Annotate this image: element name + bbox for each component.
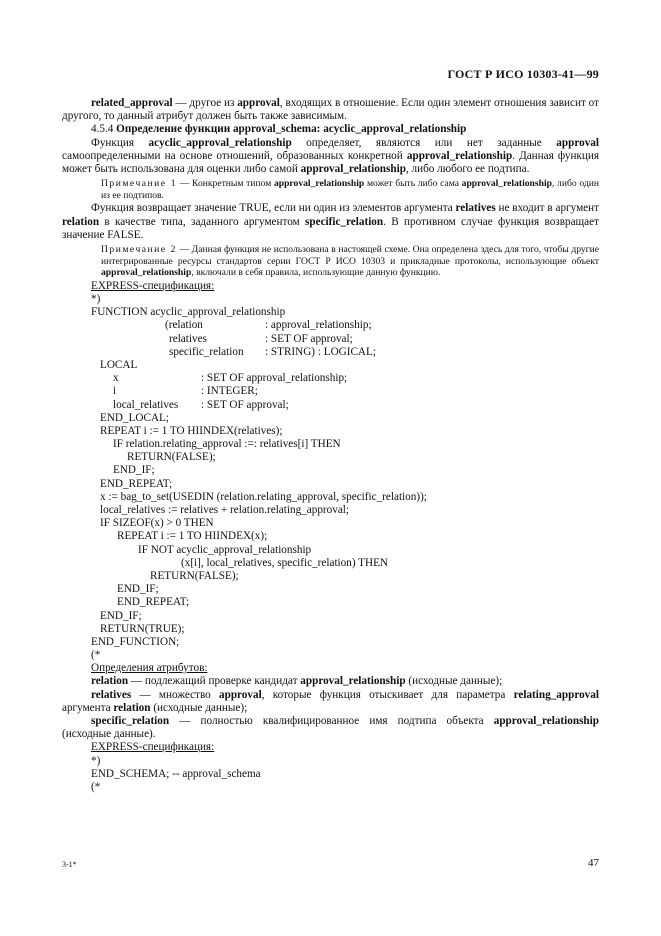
text-fragment: Функция возвращает значение TRUE, если ни один из элементов аргумента: [91, 202, 456, 215]
text-fragment: . В противном случае функция возвращает значение FALSE.: [62, 215, 599, 241]
text-fragment: relation: [62, 215, 100, 228]
text-fragment: i: [113, 385, 117, 398]
paragraph-function-description: [62, 137, 599, 177]
document-header: ГОСТ Р ИСО 10303-41—99: [447, 67, 599, 81]
text-fragment: : approval_relationship;: [265, 319, 372, 332]
express-code-block: [62, 293, 599, 662]
attribute-relatives: [62, 689, 599, 715]
code-line: local_relatives := relatives + relation.relating_approval;: [100, 504, 350, 516]
code-line: RETURN(FALSE);: [127, 451, 216, 464]
code-line: FUNCTION acyclic_approval_relationship: [91, 306, 286, 319]
text-fragment: relation: [91, 675, 129, 688]
text-fragment: в качестве типа, заданного аргументом: [99, 215, 306, 228]
text-fragment: approval_relationship: [461, 178, 552, 190]
text-fragment: EXPRESS-спецификация:: [91, 279, 215, 292]
code-line: [91, 346, 599, 359]
text-fragment: , включали в себя правила, использующие данную функцию.: [191, 267, 441, 279]
text-fragment: : SET OF approval;: [265, 332, 353, 345]
code-line: END_FUNCTION;: [91, 635, 180, 648]
text-fragment: approval_relationship: [406, 149, 513, 162]
text-fragment: — Конкретным типом: [177, 178, 274, 190]
attribute-relation: [62, 675, 599, 688]
express-spec-label-2: [62, 741, 599, 754]
text-fragment: : STRING) : LOGICAL;: [265, 345, 376, 358]
text-fragment: EXPRESS-спецификация:: [91, 741, 215, 754]
paragraph-related-approval: [62, 97, 599, 123]
text-fragment: relating_approval: [513, 688, 599, 701]
text-fragment: — другое из: [172, 97, 238, 109]
text-fragment: (relation: [165, 319, 203, 332]
text-fragment: : INTEGER;: [201, 385, 258, 398]
text-fragment: — подлежащий проверке кандидат: [128, 675, 301, 688]
code-line: [91, 333, 599, 346]
code-line: END_REPEAT;: [117, 596, 190, 609]
text-fragment: может быть либо сама: [364, 178, 462, 190]
text-fragment: аргумента: [62, 701, 114, 714]
document-body: [62, 97, 599, 794]
code-line: END_REPEAT;: [100, 477, 173, 490]
text-fragment: , которые функция отыскивает для параметра: [261, 688, 514, 701]
code-line: END_LOCAL;: [100, 411, 169, 424]
text-fragment: (исходные данные);: [405, 675, 503, 688]
code-line: *): [91, 293, 101, 305]
text-fragment: самоопределенными на основе отношений, образованных конкретной: [62, 149, 407, 162]
text-fragment: specific_relation: [91, 715, 170, 728]
text-fragment: approval: [237, 97, 280, 109]
text-fragment: approval: [556, 136, 599, 149]
note-2: [62, 244, 599, 279]
code-line: IF NOT acyclic_approval_relationship: [138, 543, 312, 556]
footer-signature-mark: 3-1*: [62, 860, 77, 869]
section-heading: [62, 123, 599, 136]
code-line: RETURN(TRUE);: [100, 622, 185, 635]
text-fragment: — полностью квалифицированное имя подтипа объекта: [169, 715, 494, 728]
text-fragment: : SET OF approval;: [201, 398, 289, 411]
text-fragment: Примечание 1: [101, 178, 178, 190]
code-line: [91, 385, 599, 398]
code-line: IF relation.relating_approval :=: relatives[i] THEN: [113, 438, 341, 451]
code-line: END_SCHEMA; -- approval_schema: [91, 767, 261, 780]
code-line: END_IF;: [113, 464, 155, 477]
text-fragment: : SET OF approval_relationship;: [201, 372, 348, 385]
express-code-block-2: [62, 755, 599, 795]
text-fragment: specific_relation: [305, 215, 384, 228]
text-fragment: (исходные данные).: [62, 728, 156, 741]
code-line: [91, 399, 599, 412]
code-line: (x[i], local_relatives, specific_relation) THEN: [181, 556, 388, 569]
code-line: [91, 319, 599, 332]
text-fragment: , либо один из ее подтипов.: [101, 178, 599, 201]
code-line: (*: [91, 649, 101, 662]
paragraph-return-value: [62, 202, 599, 242]
text-fragment: , входящих в отношение. Если один элемент отношения зависит от другого, то данный атрибут должен быть также зависимым.: [62, 97, 599, 123]
code-line: END_IF;: [100, 609, 142, 622]
text-fragment: relatives: [91, 688, 132, 701]
text-fragment: approval_relationship: [493, 715, 599, 728]
text-fragment: определяет, являются или нет заданные: [291, 136, 557, 149]
text-fragment: relatives: [169, 332, 207, 345]
note-1: [62, 178, 599, 201]
code-line: *): [91, 754, 101, 767]
attribute-specific-relation: [62, 715, 599, 741]
text-fragment: , либо любого ее подтипа.: [405, 163, 530, 176]
text-fragment: Функция: [91, 136, 149, 149]
text-fragment: related_approval: [91, 97, 173, 109]
code-line: LOCAL: [100, 358, 138, 371]
code-line: REPEAT i := 1 TO HIINDEX(relatives);: [100, 424, 283, 437]
text-fragment: approval: [219, 688, 262, 701]
text-fragment: Примечание 2: [101, 244, 177, 256]
text-fragment: не входит в аргумент: [495, 202, 599, 215]
code-line: RETURN(FALSE);: [150, 569, 239, 582]
text-fragment: — множество: [131, 688, 219, 701]
text-fragment: (исходные данные);: [150, 701, 248, 714]
text-fragment: relatives: [455, 202, 496, 215]
express-spec-label: [62, 280, 599, 293]
text-fragment: local_relatives: [113, 398, 179, 411]
code-line: END_IF;: [117, 583, 159, 596]
code-line: (*: [91, 781, 101, 794]
text-fragment: approval_relationship: [300, 163, 406, 176]
text-fragment: acyclic_approval_relationship: [148, 136, 292, 149]
text-fragment: approval_relationship: [273, 178, 365, 190]
code-line: REPEAT i := 1 TO HIINDEX(x);: [117, 530, 268, 543]
text-fragment: Определения атрибутов:: [91, 662, 208, 675]
text-fragment: — Данная функция не использована в настоящей схеме. Она определена здесь для того, чтобы другие интегрированные ресурсы стандартов серии ГОСТ Р ИСО 10303 и прикладные протоколы, использующие объект: [101, 244, 599, 267]
text-fragment: x: [113, 372, 119, 385]
code-line: [91, 372, 599, 385]
code-line: x := bag_to_set(USEDIN (relation.relating_approval, specific_relation));: [100, 490, 427, 503]
text-fragment: specific_relation: [169, 345, 244, 358]
attribute-definitions-label: [62, 662, 599, 675]
text-fragment: approval_relationship: [101, 267, 192, 279]
code-line: IF SIZEOF(x) > 0 THEN: [100, 517, 214, 530]
text-fragment: relation: [113, 701, 151, 714]
text-fragment: approval_relationship: [300, 675, 406, 688]
page-number: 47: [588, 857, 599, 869]
text-fragment: . Данная функция может быть использована для оценки либо самой: [62, 149, 599, 176]
text-fragment: Определение функции approval_schema: acyclic_approval_relationship: [116, 123, 467, 136]
text-fragment: 4.5.4: [91, 123, 117, 136]
